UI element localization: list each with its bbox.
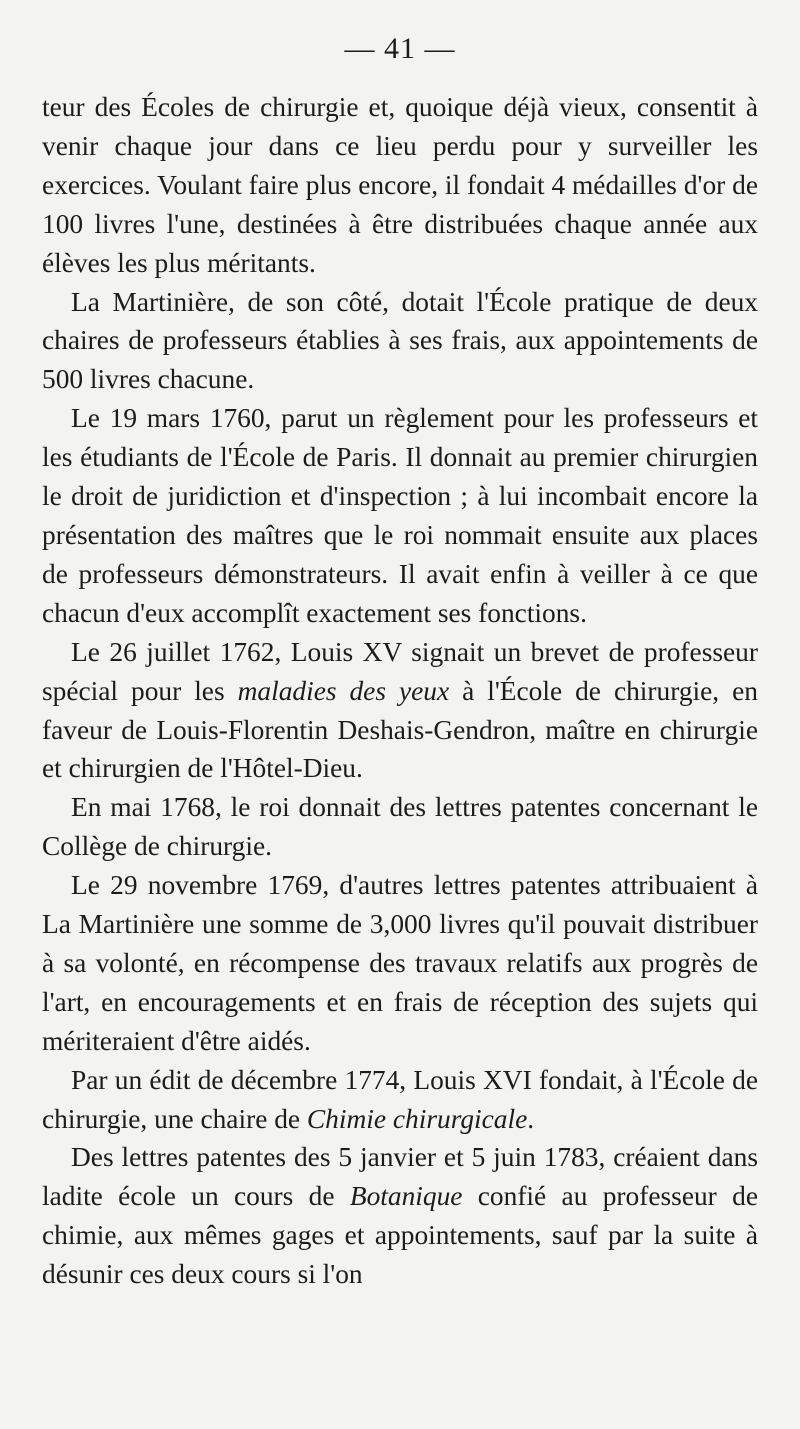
paragraph-text: à l'École de chirurgie, en faveur de Louis-Florentin Deshais-Gendron, maître en chirurgie et chirurgien de l'Hôtel-Dieu. xyxy=(42,675,758,784)
italic-term: maladies des yeux xyxy=(237,675,450,706)
paragraph-continuation: teur des Écoles de chirurgie et, quoique déjà vieux, consentit à venir chaque jour dans ce lieu perdu pour y surveiller les exercices. Voulant faire plus encore, il fondait 4 médailles d'or de 100 livres l'une, destinées à être distribuées chaque année aux élèves les plus méritants. xyxy=(42,92,758,278)
italic-term: Botanique xyxy=(349,1181,463,1212)
page-number: — 41 — xyxy=(344,32,456,65)
paragraph-reglement-1760: Le 19 mars 1760, parut un règlement pour les professeurs et les étudiants de l'École de Paris. Il donnait au premier chirurgien le droit de juridiction et d'inspection ; à lui incombait encore la présentation des maîtres que le roi nommait ensuite aux places de professeurs démonstrateurs. Il avait enfin à veiller à ce que chacun d'eux accomplît exactement ses fonctions. xyxy=(42,403,758,628)
paragraph-text: Par un édit de décembre 1774, Louis XVI fondait, à l'École de chirurgie, une chaire de xyxy=(42,1064,758,1134)
paragraph-text: Le 26 juillet 1762, Louis XV signait un brevet de professeur spécial pour les xyxy=(42,636,758,706)
paragraph-brevet-1762 xyxy=(42,633,758,789)
paragraph-text: confié au professeur de chimie, aux mêmes gages et appointements, sauf par la suite à désunir ces deux cours si l'on xyxy=(42,1181,758,1290)
italic-term: Chimie chirurgicale xyxy=(306,1103,528,1134)
paragraph-novembre-1769: Le 29 novembre 1769, d'autres lettres patentes attribuaient à La Martinière une somme de 3,000 livres qu'il pouvait distribuer à sa volonté, en récompense des travaux relatifs aux progrès de l'art, en encouragements et en frais de réception des sujets qui mériteraient d'être aidés. xyxy=(42,870,758,1056)
paragraph-lettres-1783 xyxy=(42,1138,758,1294)
paragraph-text: Des lettres patentes des 5 janvier et 5 juin 1783, créaient dans ladite école un cours de xyxy=(42,1142,758,1212)
paragraph-text: . xyxy=(527,1103,535,1134)
paragraph-mai-1768: En mai 1768, le roi donnait des lettres patentes concernant le Collège de chirurgie. xyxy=(42,792,758,862)
paragraph-edit-1774 xyxy=(42,1061,758,1139)
paragraph-la-martiniere: La Martinière, de son côté, dotait l'École pratique de deux chaires de professeurs établies à ses frais, aux appointements de 500 livres chacune. xyxy=(42,286,758,395)
